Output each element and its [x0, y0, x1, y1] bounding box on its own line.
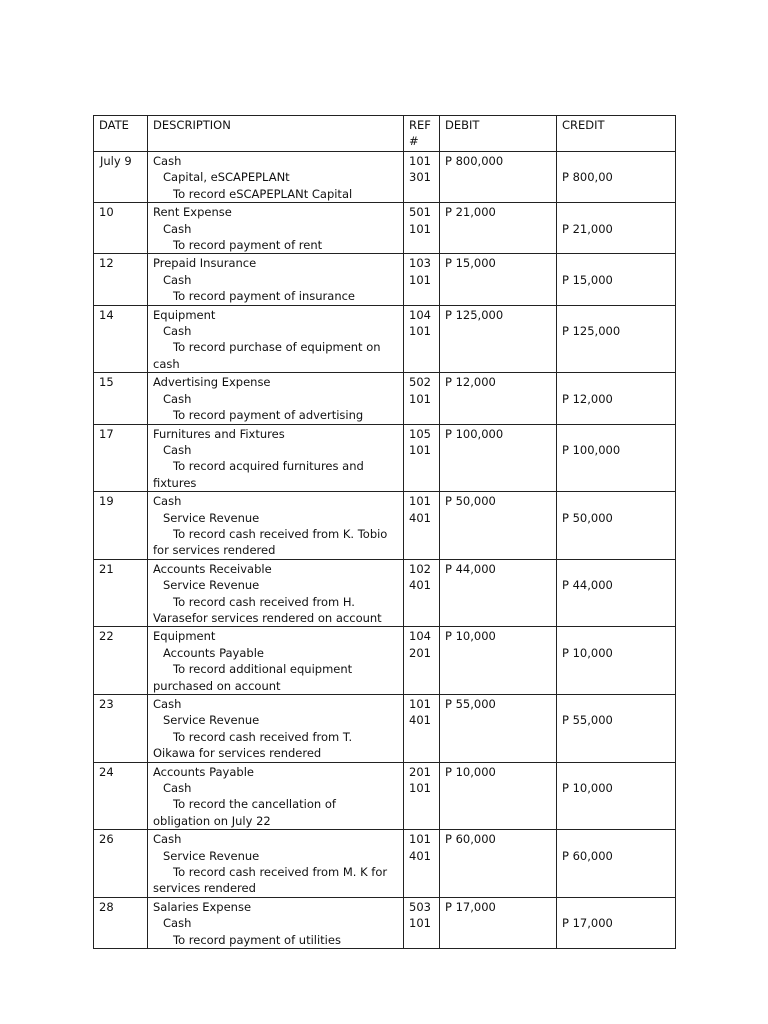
entry-ref: [404, 492, 440, 560]
credit-spacer: [562, 696, 670, 712]
journal-row: [94, 627, 676, 695]
credit-account: Cash: [163, 442, 192, 457]
entry-credit: [557, 559, 676, 627]
entry-memo: To record additional equipment: [173, 662, 353, 677]
credit-amount: P 50,000: [562, 510, 613, 525]
header-ref-label: REF #: [409, 118, 431, 149]
entry-memo: To record acquired furnitures and: [173, 459, 364, 474]
ref-debit: 201: [409, 764, 431, 779]
journal-row: [94, 897, 676, 948]
entry-credit: [557, 373, 676, 424]
header-description: DESCRIPTION: [148, 116, 404, 152]
ref-credit: 401: [409, 510, 431, 525]
entry-debit: [440, 627, 557, 695]
credit-spacer: [562, 831, 670, 847]
entry-date: July 9: [94, 152, 148, 203]
entry-description: [148, 627, 404, 695]
debit-amount: P 50,000: [445, 494, 496, 509]
debit-amount: P 10,000: [445, 764, 496, 779]
credit-account: Cash: [163, 272, 192, 287]
ref-debit: 503: [409, 899, 431, 914]
entry-description: [148, 203, 404, 254]
entry-ref: [404, 254, 440, 305]
entry-credit: [557, 305, 676, 373]
ref-credit: 301: [409, 170, 431, 185]
credit-spacer: [562, 493, 670, 509]
debit-amount: P 21,000: [445, 205, 496, 220]
entry-credit: [557, 254, 676, 305]
ref-credit: 101: [409, 916, 431, 931]
entry-description: [148, 305, 404, 373]
debit-amount: P 125,000: [445, 307, 504, 322]
journal-row: [94, 152, 676, 203]
entry-debit: [440, 559, 557, 627]
entry-ref: [404, 830, 440, 898]
credit-amount: P 44,000: [562, 578, 613, 593]
entry-date: 12: [94, 254, 148, 305]
entry-memo: To record purchase of equipment on: [173, 340, 381, 355]
journal-row: [94, 254, 676, 305]
entry-date: 24: [94, 762, 148, 830]
entry-description: [148, 830, 404, 898]
journal-row: [94, 492, 676, 560]
entry-description: [148, 762, 404, 830]
header-date: DATE: [94, 116, 148, 152]
ref-credit: 101: [409, 391, 431, 406]
entry-description: [148, 695, 404, 763]
journal-row: [94, 373, 676, 424]
entry-debit: [440, 373, 557, 424]
credit-spacer: [562, 628, 670, 644]
entry-ref: [404, 203, 440, 254]
debit-account: Furnitures and Fixtures: [153, 426, 285, 441]
entry-date: 26: [94, 830, 148, 898]
entry-date: 19: [94, 492, 148, 560]
header-ref: [404, 116, 440, 152]
credit-spacer: [562, 307, 670, 323]
entry-memo: To record cash received from T.: [173, 729, 353, 744]
ref-debit: 105: [409, 426, 431, 441]
ref-credit: 101: [409, 442, 431, 457]
entry-debit: [440, 424, 557, 492]
credit-amount: P 60,000: [562, 848, 613, 863]
ref-credit: 101: [409, 324, 431, 339]
entry-credit: [557, 203, 676, 254]
debit-amount: P 100,000: [445, 426, 504, 441]
ref-credit: 401: [409, 578, 431, 593]
debit-amount: P 55,000: [445, 697, 496, 711]
entry-debit: [440, 203, 557, 254]
credit-spacer: [562, 153, 670, 169]
entry-ref: [404, 897, 440, 948]
entry-date: 23: [94, 695, 148, 763]
entry-memo: To record the cancellation of: [173, 797, 336, 812]
entry-memo: To record cash received from M. K for: [173, 865, 388, 880]
credit-account: Capital, eSCAPEPLANt: [163, 170, 290, 185]
ref-credit: 101: [409, 781, 431, 796]
debit-amount: P 10,000: [445, 629, 496, 644]
debit-account: Cash: [153, 154, 182, 168]
entry-ref: [404, 762, 440, 830]
debit-account: Rent Expense: [153, 205, 232, 220]
entry-debit: [440, 897, 557, 948]
header-debit: DEBIT: [440, 116, 557, 152]
journal-table: [93, 115, 676, 949]
credit-account: Service Revenue: [163, 713, 260, 728]
entry-date: 17: [94, 424, 148, 492]
entry-credit: [557, 695, 676, 763]
ref-credit: 401: [409, 848, 431, 863]
entry-description: [148, 373, 404, 424]
ref-debit: 502: [409, 375, 431, 390]
credit-spacer: [562, 204, 670, 220]
entry-credit: [557, 830, 676, 898]
entry-memo: To record cash received from K. Tobio: [173, 526, 388, 541]
credit-spacer: [562, 561, 670, 577]
credit-amount: P 800,00: [562, 170, 613, 185]
entry-memo-continued: cash: [153, 356, 180, 371]
credit-amount: P 21,000: [562, 221, 613, 236]
entry-debit: [440, 695, 557, 763]
credit-account: Cash: [163, 221, 192, 236]
ref-debit: 102: [409, 561, 431, 576]
journal-row: [94, 559, 676, 627]
ref-credit: 101: [409, 221, 431, 236]
credit-amount: P 100,000: [562, 442, 621, 457]
ref-debit: 101: [409, 494, 431, 509]
debit-account: Accounts Receivable: [153, 561, 272, 576]
debit-account: Cash: [153, 697, 182, 711]
ref-credit: 401: [409, 713, 431, 728]
ref-debit: 101: [409, 832, 431, 847]
ref-debit: 101: [409, 154, 431, 168]
debit-account: Accounts Payable: [153, 764, 254, 779]
credit-spacer: [562, 764, 670, 780]
credit-amount: P 55,000: [562, 713, 613, 728]
ref-credit: 101: [409, 272, 431, 287]
entry-ref: [404, 559, 440, 627]
entry-description: [148, 254, 404, 305]
debit-amount: P 17,000: [445, 899, 496, 914]
ref-debit: 501: [409, 205, 431, 220]
entry-memo: To record payment of advertising: [173, 408, 364, 423]
journal-row: [94, 695, 676, 763]
entry-credit: [557, 762, 676, 830]
entry-memo: To record cash received from H.: [173, 594, 355, 609]
entry-description: [148, 897, 404, 948]
credit-account: Accounts Payable: [163, 645, 264, 660]
entry-ref: [404, 627, 440, 695]
entry-memo: To record payment of insurance: [173, 289, 356, 304]
journal-row: [94, 305, 676, 373]
debit-amount: P 44,000: [445, 561, 496, 576]
entry-credit: [557, 492, 676, 560]
debit-account: Advertising Expense: [153, 375, 271, 390]
debit-account: Prepaid Insurance: [153, 256, 257, 271]
debit-amount: P 12,000: [445, 375, 496, 390]
credit-account: Service Revenue: [163, 510, 260, 525]
entry-debit: [440, 152, 557, 203]
credit-account: Cash: [163, 781, 192, 796]
debit-amount: P 800,000: [445, 154, 504, 168]
journal-row: [94, 762, 676, 830]
credit-spacer: [562, 426, 670, 442]
entry-memo-continued: services rendered: [153, 881, 256, 896]
debit-account: Salaries Expense: [153, 899, 252, 914]
credit-amount: P 17,000: [562, 916, 613, 931]
entry-memo-continued: purchased on account: [153, 678, 281, 693]
header-row: [94, 116, 676, 152]
credit-account: Service Revenue: [163, 848, 260, 863]
credit-amount: P 10,000: [562, 645, 613, 660]
entry-credit: [557, 627, 676, 695]
journal-row: [94, 830, 676, 898]
journal-body: [94, 152, 676, 949]
entry-memo-continued: fixtures: [153, 475, 197, 490]
entry-credit: [557, 152, 676, 203]
debit-account: Equipment: [153, 307, 216, 322]
entry-memo-continued: Varasefor services rendered on account: [153, 610, 382, 625]
entry-ref: [404, 373, 440, 424]
credit-spacer: [562, 374, 670, 390]
debit-amount: P 60,000: [445, 832, 496, 847]
ref-debit: 103: [409, 256, 431, 271]
entry-description: [148, 492, 404, 560]
entry-ref: [404, 152, 440, 203]
entry-memo: To record eSCAPEPLANt Capital: [173, 186, 353, 201]
entry-date: 28: [94, 897, 148, 948]
entry-ref: [404, 305, 440, 373]
entry-ref: [404, 424, 440, 492]
ref-debit: 104: [409, 629, 431, 644]
credit-amount: P 12,000: [562, 391, 613, 406]
entry-debit: [440, 762, 557, 830]
credit-account: Service Revenue: [163, 578, 260, 593]
entry-memo-continued: obligation on July 22: [153, 813, 271, 828]
debit-account: Cash: [153, 832, 182, 847]
entry-debit: [440, 254, 557, 305]
entry-date: 15: [94, 373, 148, 424]
ref-debit: 104: [409, 307, 431, 322]
credit-spacer: [562, 899, 670, 915]
entry-date: 14: [94, 305, 148, 373]
entry-debit: [440, 492, 557, 560]
entry-description: [148, 559, 404, 627]
debit-account: Equipment: [153, 629, 216, 644]
entry-memo-continued: Oikawa for services rendered: [153, 746, 322, 761]
debit-amount: P 15,000: [445, 256, 496, 271]
credit-amount: P 10,000: [562, 781, 613, 796]
entry-credit: [557, 424, 676, 492]
entry-ref: [404, 695, 440, 763]
credit-spacer: [562, 255, 670, 271]
credit-account: Cash: [163, 391, 192, 406]
journal-row: [94, 203, 676, 254]
ref-debit: 101: [409, 697, 431, 711]
debit-account: Cash: [153, 494, 182, 509]
entry-description: [148, 424, 404, 492]
journal-row: [94, 424, 676, 492]
credit-account: Cash: [163, 324, 192, 339]
credit-amount: P 125,000: [562, 324, 621, 339]
entry-date: 22: [94, 627, 148, 695]
entry-date: 10: [94, 203, 148, 254]
entry-memo: To record payment of rent: [173, 238, 323, 253]
header-credit: CREDIT: [557, 116, 676, 152]
entry-description: [148, 152, 404, 203]
entry-memo-continued: for services rendered: [153, 543, 276, 558]
credit-account: Cash: [163, 916, 192, 931]
entry-date: 21: [94, 559, 148, 627]
entry-credit: [557, 897, 676, 948]
ref-credit: 201: [409, 645, 431, 660]
entry-debit: [440, 305, 557, 373]
entry-debit: [440, 830, 557, 898]
credit-amount: P 15,000: [562, 272, 613, 287]
entry-memo: To record payment of utilities: [173, 932, 341, 947]
